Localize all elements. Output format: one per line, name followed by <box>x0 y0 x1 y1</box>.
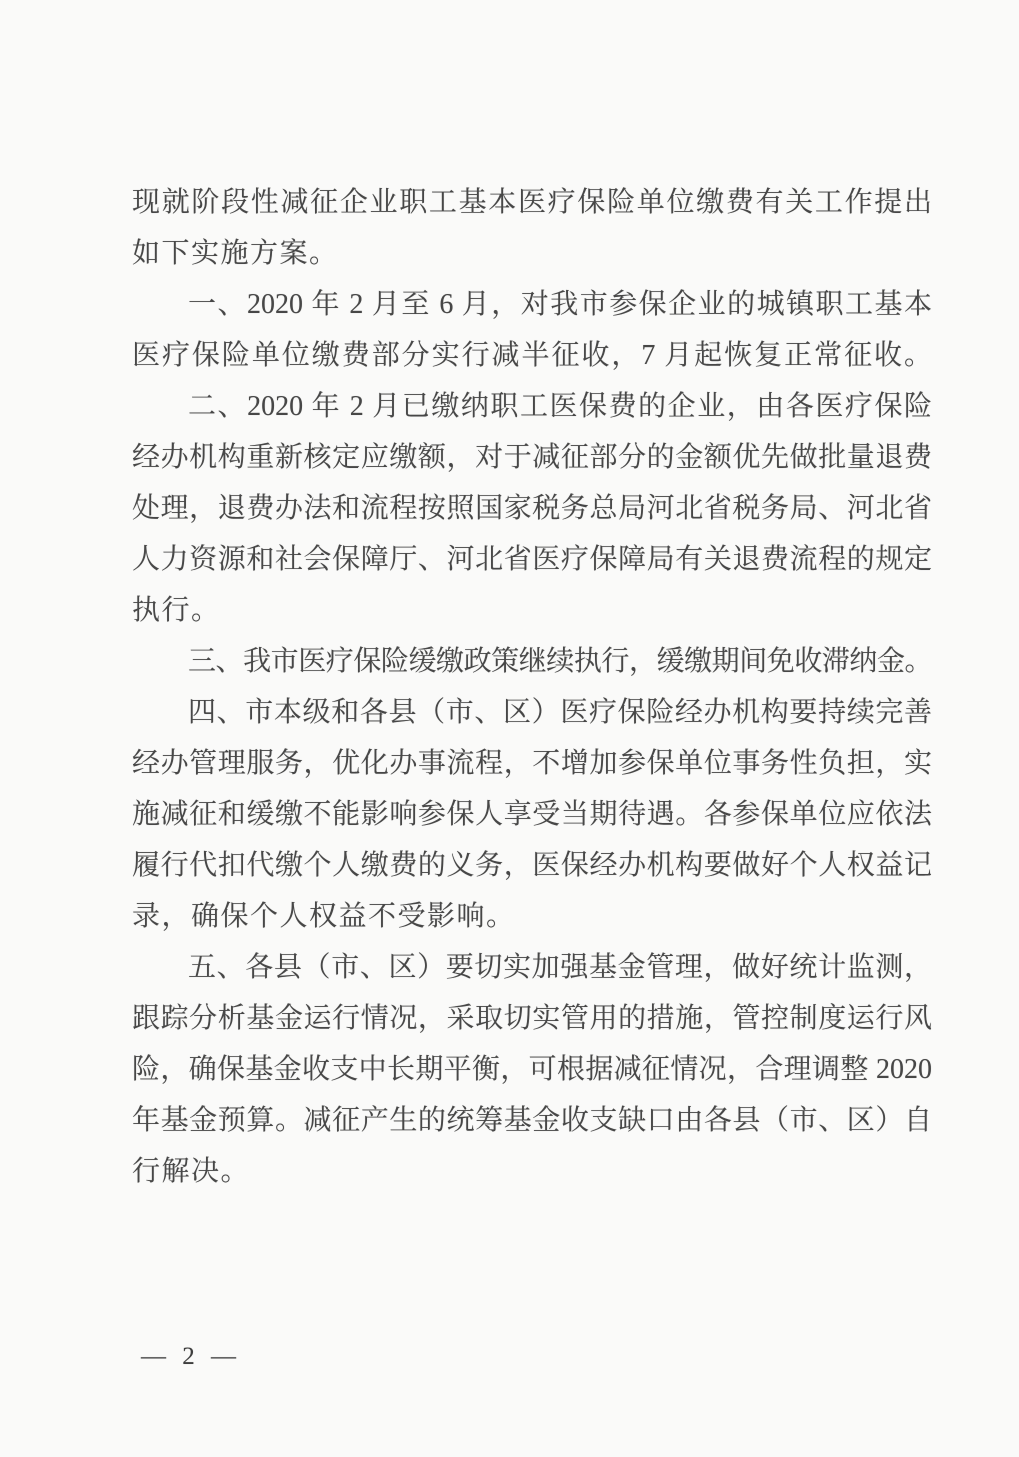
doc-line: 行解决。 <box>132 1156 251 1187</box>
body-text <box>132 177 932 1197</box>
doc-line: 施减征和缓缴不能影响参保人享受当期待遇。各参保单位应依法 <box>132 799 932 830</box>
doc-line: 险，确保基金收支中长期平衡，可根据减征情况，合理调整 2020 <box>132 1054 932 1085</box>
doc-line: 经办机构重新核定应缴额，对于减征部分的金额优先做批量退费 <box>132 442 932 473</box>
doc-line: 履行代扣代缴个人缴费的义务，医保经办机构要做好个人权益记 <box>132 850 932 881</box>
doc-line: 人力资源和社会保障厅、河北省医疗保障局有关退费流程的规定 <box>132 544 932 575</box>
doc-line: 经办管理服务，优化办事流程，不增加参保单位事务性负担，实 <box>132 748 932 779</box>
page-number: — 2 — <box>141 1343 241 1370</box>
doc-line: 处理，退费办法和流程按照国家税务总局河北省税务局、河北省 <box>132 493 932 524</box>
doc-line: 年基金预算。减征产生的统筹基金收支缺口由各县（市、区）自 <box>132 1105 932 1136</box>
doc-line: 如下实施方案。 <box>132 238 339 269</box>
doc-line: 医疗保险单位缴费部分实行减半征收，7 月起恢复正常征收。 <box>132 340 932 371</box>
doc-line: 五、各县（市、区）要切实加强基金管理，做好统计监测， <box>188 952 932 983</box>
doc-line: 执行。 <box>132 595 221 626</box>
doc-line: 现就阶段性减征企业职工基本医疗保险单位缴费有关工作提出 <box>132 187 932 218</box>
doc-line: 录，确保个人权益不受影响。 <box>132 901 516 932</box>
doc-line: 一、2020 年 2 月至 6 月，对我市参保企业的城镇职工基本 <box>188 289 932 320</box>
doc-line: 四、市本级和各县（市、区）医疗保险经办机构要持续完善 <box>188 697 932 728</box>
doc-line: 跟踪分析基金运行情况，采取切实管用的措施，管控制度运行风 <box>132 1003 932 1034</box>
doc-line: 二、2020 年 2 月已缴纳职工医保费的企业，由各医疗保险 <box>188 391 932 422</box>
doc-line: 三、我市医疗保险缓缴政策继续执行，缓缴期间免收滞纳金。 <box>188 646 932 677</box>
